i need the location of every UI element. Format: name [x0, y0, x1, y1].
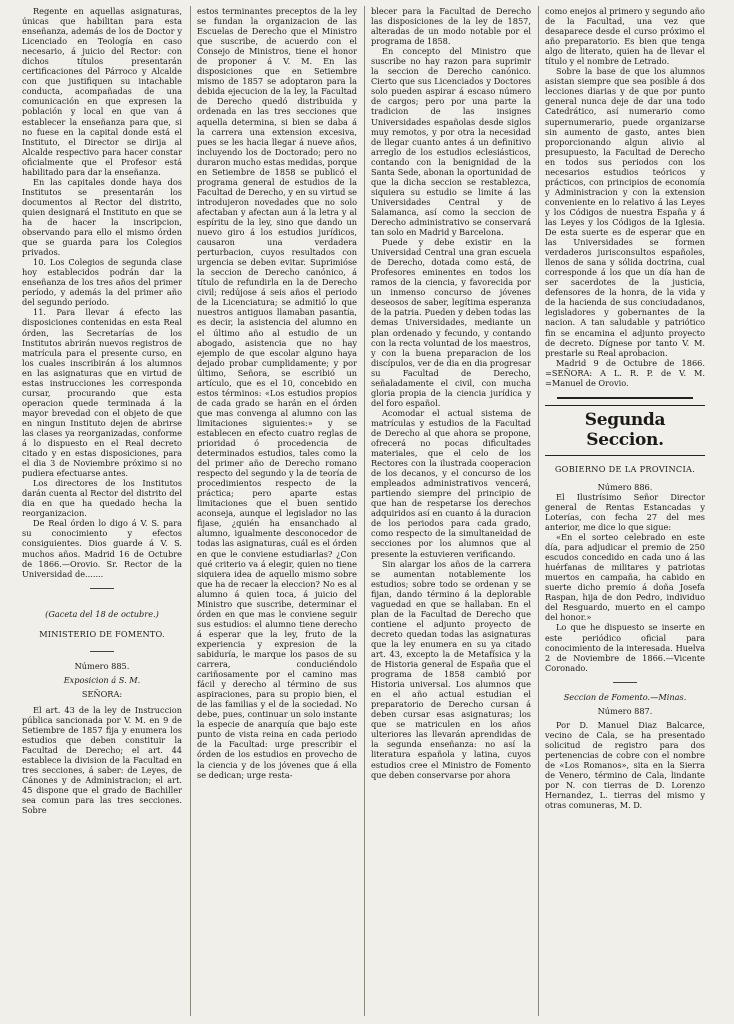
column-3 — [371, 6, 531, 1018]
government-heading: GOBIERNO DE LA PROVINCIA. — [554, 463, 696, 474]
paragraph: El art. 43 de la ley de Instruccion pública sancionada por V. M. en 9 de Setiembre de 1857 fija y enumera los estudios que deben constituir la Facultad de Derecho; el art. 44 establece la division de la Facultad en tres secciones, á saber: de Leyes, de Cánones y de Administracion; el art. 45 dispone que el grado de Bachiller sea comun para las tres secciones. Sobre — [22, 704, 182, 816]
divider — [545, 405, 705, 406]
column-rule — [538, 6, 539, 1016]
paragraph: Sin alargar los años de la carrera se aumentan notablemente los estudios; sobre todo se ordenan y se fijan, dando término á la deplorable vaguedad en que se hallaban. En el plan de la Facultad de Derecho que contiene el adjunto proyecto de decreto quedan todas las asignaturas que la ley enumera en su ya citado art. 43, excepto la de Metafísica y la de Historia general de España que el programa de 1858 cambió por Historia universal. Los alumnos que en el año actual estudian el preparatorio de Derecho cursan á deben cursar esas asignaturas; los que se matriculen en los años ulteriores las llevarán aprendidas de la segunda enseñanza: no así la literatura española y latina, cuyos estudios cree el Ministro de Fomento que deben conservarse por ahora — [371, 558, 531, 780]
column-1 — [22, 6, 182, 1018]
gaceta-source: (Gaceta del 18 de octubre.) — [45, 608, 159, 619]
column-2 — [197, 6, 357, 1018]
item-number: Número 887. — [597, 705, 653, 716]
paragraph: estos terminantes preceptos de la ley se fundan la organizacion de las Escuelas de Derecho que el Ministro que suscribe, de acuerdo con el Consejo de Ministros, tiene el honor de proponer á V. M. En las disposiciones que en Setiembre mismo de 1857 se adoptaron para la debida ejecucion de la ley, la Facultad de Derecho quedó distribuida y ordenada en las tres secciones que aquella determina, si bien se daba á la carrera una extension excesiva, pues se les hacia llegar á nueve años, incluyendo los de Doctorado; pero no duraron mucho estas medidas, porque en Setiembre de 1858 se publicó el programa general de estudios de la Facultad de Derecho, y en su virtud se introdujeron novedades que no solo afectaban y afectan aun á la letra y al espíritu de la ley, sino que dando un nuevo giro á los estudios jurídicos, causaron una verdadera perturbacion, cuyos resultados con urgencia se deben evitar. Suprimióse la seccion de Derecho canónico, á título de refundirla en la de Derecho civil; redújose á seis años el periodo de la Licenciatura; se admitió lo que nuestros antiguos llamaban pasantía, es decir, la asistencia del alumno en el último año al estudio de un abogado, asistencia que no hay ejemplo de que escolar alguno haya dejado probar cumplidamente; y por último, Señora, se escribió un artículo, que es el 10, concebido en estos términos: «Los estudios propios de cada grado se harán en el órden que mas convenga al alumno con las limitaciones siguientes:» y se establecen en efecto cuatro reglas de prioridad ó procedencia de determinados estudios, tales como la del primer año de Derecho romano respecto del segundo y la de teoría de procedimientos respecto de la práctica; pero aparte estas limitaciones que el buen sentido aconseja, aunque el legislador no las fijase, ¿quién ha ensanchado al alumno, igualmente desconocedor de todas las asignaturas, cuál es el órden en que le conviene estudiarlas? ¿Con qué criterio va á elegir, quien no tiene siquiera idea de aquello mismo sobre que ha de recaer la eleccion? No es al alumno á quien toca, á juicio del Ministro que suscribe, determinar el órden en que mas le conviene seguir sus estudios: el alumno tiene derecho á esperar que la ley, fruto de la experiencia y expresion de la sabiduría, le marque los pasos de su carrera, conduciéndolo cariñosamente por el camino mas fácil y derecho al término de sus aspiraciones, para su propio bien, el de las familias y el de la sociedad. No debe, pues, continuar un solo instante la especie de anarquía que bajo este punto de vista reina en cada periodo de la Facultad: urge prescribir el órden de los estudios en provecho de la ciencia y de los jóvenes que á ella se dedican; urge resta- — [197, 6, 357, 780]
paragraph: Puede y debe existir en la Universidad Central una gran escuela de Derecho, dotada como está, de Profesores eminentes en todos los ramos de la ciencia, y favorecida por un inmenso concurso de jóvenes deseosos de saber, legítima esperanza de la patria. Pueden y deben todas las demas Universidades, mediante un plan ordenado y fecundo, y contando con la recta voluntad de los maestros, y con la buena preparacion de los discípulos, ver de dia en dia progresar su Facultad de Derecho, señaladamente el civil, con mucha gloria propia de la ciencia jurídica y del foro español. — [371, 237, 531, 408]
section-title: Segunda Seccion. — [584, 409, 666, 450]
section-subheading: Seccion de Fomento.—Minas. — [563, 691, 687, 702]
paragraph: 10. Los Colegios de segunda clase hoy establecidos podrán dar la enseñanza de los tres años del primer período, y además la del primer año del segundo período. — [22, 257, 182, 308]
divider — [613, 682, 637, 683]
exposicion-heading: Exposicion á S. M. — [63, 674, 141, 685]
paragraph: Por D. Manuel Diaz Balcarce, vecino de Cala, se ha presentado solicitud de registro para dos pertenencias de cobre con el nombre de «Los Romanos», sita en la Sierra de Venero, término de Cala, lindante por N. con tierras de D. Lorenzo Hernandez, L. tierras del mismo y otras comuneras, M. D. — [545, 719, 705, 811]
item-number: Número 885. — [74, 660, 130, 671]
paragraph: En las capitales donde haya dos Institutos se presentarán los documentos al Rector del distrito, quien designará el Instituto en que se ha de hacer la inscripcion, observando para ello el mismo órden que se guarda para los Colegios privados. — [22, 176, 182, 258]
item-number: Número 886. — [597, 481, 653, 492]
salutation: SEÑORA: — [81, 688, 123, 699]
signature-line: Madrid 9 de Octubre de 1866. =SEÑORA: A L. R. P. de V. M. =Manuel de Orovio. — [545, 357, 705, 388]
ministry-heading: MINISTERIO DE FOMENTO. — [39, 628, 165, 639]
paragraph: El Ilustrísimo Señor Director general de Rentas Estancadas y Loterías, con fecha 27 del mes anterior, me dice lo que sigue: — [545, 491, 705, 533]
column-rule — [364, 6, 365, 1016]
divider — [90, 588, 114, 589]
divider — [557, 397, 693, 399]
column-rule — [190, 6, 191, 1016]
paragraph: «En el sorteo celebrado en este día, para adjudicar el premio de 250 escudos concedido en cada uno á las huérfanas de militares y patriotas muertos en campaña, ha cabido en suerte dicho premio á doña Josefa Raspan, hija de don Pedro, individuo del Resguardo, muerto en el campo del honor.» — [545, 532, 705, 623]
paragraph: Sobre la base de que los alumnos asistan siempre que sea posible á dos lecciones diarias y de que por punto general nunca deje de dar una todo Catedrático, así numerario como supernumerario, puede organizarse sin aumento de gasto, antes bien proporcionando algun alivio al presupuesto, la Facultad de Derecho en todos sus periodos con los necesarios estudios teóricos y prácticos, con principios de economía y Administracion y con la extension conveniente en lo relativo á las Leyes y los Códigos de nuestra España y á las Leyes y los Códigos de la Iglesia. De esta suerte es de esperar que en las Universidades se formen verdaderos jurisconsultos españoles, llenos de sana y sólida doctrina, cual corresponde á los que un día han de ser sacerdotes de la justicia, defensores de la honra, de la vida y de la hacienda de sus conciudadanos, legisladores y gobernantes de la nacion. A tan saludable y patriótico fin se encamina el adjunto proyecto de decreto. Dígnese por tanto V. M. prestarle su Real aprobacion. — [545, 66, 705, 358]
divider — [90, 651, 114, 652]
paragraph: Acomodar el actual sistema de matrículas y estudios de la Facultad de Derecho al que ahora se propone, ofrecerá no pocas dificultades materiales, que el celo de los Rectores con la ilustrada cooperacion de los decanos, y el concurso de los empleados administrativos vencerá, partiendo siempre del principio de que han de respetarse los derechos adquiridos así en cuanto á la duracion de los periodos para cada grado, como respecto de la simultaneidad de secciones por los alumnos que al presente la estuvieren verificando. — [371, 407, 531, 559]
divider — [545, 455, 705, 456]
column-4 — [545, 6, 705, 1018]
paragraph: Lo que he dispuesto se inserte en este periódico oficial para conocimiento de la interesada. Huelva 2 de Noviembre de 1866.—Vicente Coronado. — [545, 622, 705, 673]
paragraph: En concepto del Ministro que suscribe no hay razon para suprimir la seccion de Derecho canónico. Cierto que sus Licenciados y Doctores solo pueden aspirar á escaso número de cargos; pero por una parte la tradicion de las insignes Universidades españolas desde siglos muy remotos, y por otra la necesidad de llegar cuanto antes á un definitivo arreglo de los estudios eclesiásticos, contando con la benignidad de la Santa Sede, abonan la oportunidad de que la dicha seccion se restablezca, siquiera su estudio se limite á las Universidades Central y de Salamanca, así como la seccion de Derecho administrativo se conservará tan solo en Madrid y Barcelona. — [371, 46, 531, 238]
paragraph: Los directores de los Institutos darán cuenta al Rector del distrito del dia en que ha quedado hecha la reorganizacion. — [22, 478, 182, 519]
paragraph: Regente en aquellas asignaturas, únicas que habilitan para esta enseñanza, además de los de Doctor y Licenciado en Teología en caso necesario, á juicio del Rector: con dichos títulos presentarán certificaciones del Párroco y Alcalde con que justifiquen su intachable conducta, acompañadas de una comunicación en que expresen la población y local en que van á establecer la enseñanza para que, si no fuese en la capital donde está el Instituto, el Director se dirija al Alcalde respectivo para hacer constar oficialmente que el Profesor está habilitado para dar la enseñanza. — [22, 6, 182, 177]
paragraph: como enejos al primero y segundo año de la Facultad, una vez que desaparece desde el curso próximo el año preparatorio. Es bien que tenga algo de literato, quien ha de llevar el título y el nombre de Letrado. — [545, 6, 705, 67]
paragraph: De Real órden lo digo á V. S. para su conocimiento y efectos consiguientes. Dios guarde á V. S. muchos años. Madrid 16 de Octubre de 1866.—Orovio. Sr. Rector de la Universidad de....... — [22, 518, 182, 579]
paragraph: 11. Para llevar á efecto las disposiciones contenidas en esta Real órden, las Secretarías de los Institutos abrirán nuevos registros de matrícula para el presente curso, en los cuales inscribirán á los alumnos en las asignaturas que en virtud de estas instrucciones les corresponda cursar, procurando que esta operacion quede terminada á la mayor brevedad con el objeto de que en ningun Instituto dejen de abrirse las clases ya reorganizadas, conforme á lo dispuesto en el Real decreto citado y en estas disposiciones, para el dia 3 de Noviembre próximo si no pudiera efectuarse antes. — [22, 307, 182, 479]
paragraph: blecer para la Facultad de Derecho las disposiciones de la ley de 1857, alteradas de un modo notable por el programa de 1858. — [371, 6, 531, 47]
